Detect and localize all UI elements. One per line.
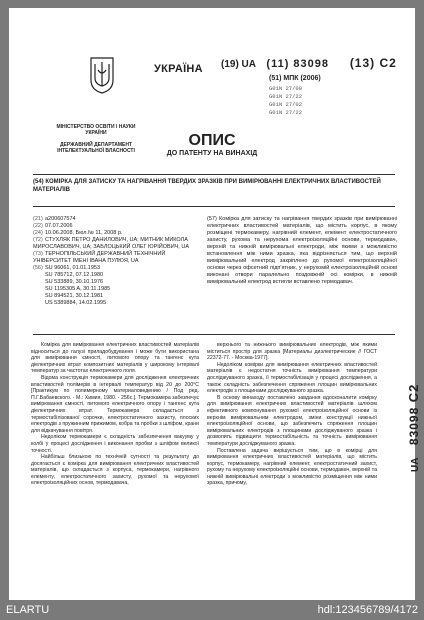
biblio-item: (73) ТЕРНОПІЛЬСЬКИЙ ДЕРЖАВНИЙ ТЕХНІЧНИЙ УНІВЕРСИТЕТ ІМЕНІ ІВАНА ПУЛЮЯ, UA: [33, 251, 166, 264]
divider: [33, 334, 395, 335]
viewer-footer: [0, 600, 424, 620]
stamp-kind: C2: [406, 383, 421, 403]
paragraph: Відома конструкція термокамери для дослідження електричних властивостей полімерів в інтервалі температур від 20 до 200°С [Практикум по полимерному материаловедению / Под ред. П.Г.Бабаевского. - М.: Химия, 1980. - 256с.]. Термокамера забезпечує вимірювання ємності, питомого електричного опору і тангенс кута діелектричних втрат. Термокамера складається з термостабілізованої сорочки, електростатичного захисту, плоских електродів з пружинним прижимом, кобра та пробки з шліфом, крани для відкачування повітря.: [31, 374, 199, 434]
paragraph: Недоліком комірки для вимірювання електричних властивостей матеріалів є недостатня точність вимірювання температури досліджуваного зразка, її термостабілізація у процесі дослідження, а також складність забезпечення спряження площин вимірювальних електродів з площинами досліджуваного зразка.: [207, 361, 377, 395]
bibliographic-data: [33, 216, 193, 307]
invention-title: (54) КОМІРКА ДЛЯ ЗАТИСКУ ТА НАГРІВАННЯ ТВЕРДИХ ЗРАЗКІВ ПРИ ВИМІРЮВАННІ ЕЛЕКТРИЧНИХ ВЛАСТИВОСТЕЙ МАТЕРІАЛІВ: [33, 179, 381, 193]
doc-prefix: (19) UA: [221, 59, 256, 70]
biblio-item: SU 785712, 07.12.1980: [45, 272, 104, 278]
stamp-number: 83098: [407, 406, 421, 446]
biblio-item: (24) 10.06.2008, Бюл.№ 11, 2008 р.: [33, 230, 123, 236]
ipc-code: G01N 27/22: [269, 109, 303, 116]
vertical-patent-stamp: [381, 308, 421, 478]
handle-link[interactable]: hdl:123456789/4172: [317, 604, 418, 616]
description-right-column: [207, 342, 377, 487]
country-name: УКРАЇНА: [154, 63, 203, 75]
divider: [33, 174, 395, 175]
ipc-code: G01N 27/02: [269, 101, 303, 108]
document-number-line: [221, 56, 397, 70]
stamp-prefix: UA: [410, 457, 421, 472]
description-left-column: [31, 342, 199, 487]
biblio-item: (21) a200607574: [33, 216, 76, 222]
ministry-name: МІНІСТЕРСТВО ОСВІТИ І НАУКИ УКРАЇНИ: [56, 124, 136, 136]
divider: [33, 206, 395, 207]
claim-text: (57) Комірка для затиску та нагрівання твердих зразків при вимірюванні електричних властивостей матеріалів, що містить корпус, в якому розміщені термокамеру, нагрівний елемент, елемент електростатичного захисту, рухома та нерухома електроізоляційні основи, термодавач, верхній та нижній вимірювальні електроди, між якими з можливістю встановлення між ними зразка, яка відрізняється тим, що верхній вимірювальний електрод закріплено до рухомої електроізоляційної основи через офсетний підп'ятник, у нерухомій електроізоляційній основі виконані отвори паралельно поздовжній осі комірки, в нижній вимірювальний електрод встигли вставлено термодавач.: [207, 216, 397, 285]
ipc-code: G01N 27/00: [269, 85, 303, 92]
biblio-item: SU 533889, 30.10.1976: [45, 279, 104, 285]
paragraph: Недоліком термокамери є складність забезпечення вакууму у колбі у процесі дослідження і виконання пробки з шліфом великої точності.: [31, 434, 199, 454]
biblio-item: (22) 07.07.2006: [33, 223, 73, 229]
paragraph: Комірка для вимірювання електричних властивостей матеріалів відноситься до галузі приладобудування і може бути використана для вимірювання ємності, питомого опору та тангенс кута діелектричних втрат композитних матеріалів у широкому інтервалі температур за частотах електричного поля.: [31, 342, 199, 375]
biblio-item: SU 894521, 30.12.1981: [45, 293, 104, 299]
paragraph: Поставлена задача вирішується тим, що в комірці для вимірювання електричних властивостей матеріалів, що містить корпус, термокамеру, нагрівний елемент, електростатичний захист, рухому та нерухому електроізоляційні основи, термодавач, верхній та нижній вимірювальні електроди з можливістю розміщення між ними зразка, причому,: [207, 447, 377, 487]
patent-page: [9, 8, 421, 600]
paragraph: В основу винаходу поставлено завдання вдосконалити комірку для вимірювання електричних властивостей матеріалів шляхом ефективного компонування рухомої електроізоляційної основи із верхнім вимірювальним електродом, зміни конструкції нижньої електроізоляційної основи, що забезпечить спряження площин вимірювальних електродів з площинами досліджуваного зразка і дозволить підвищити термостабільність та точність вимірювання температури досліджуваного зразка.: [207, 394, 377, 447]
ipc-code: G01N 27/22: [269, 93, 303, 100]
doc-number: (11) 83098: [266, 58, 330, 70]
ipc-codes: [269, 85, 302, 117]
paragraph: верхнього та нижнього вимірювальних електродів, між якими міститься простір для зразка [Материалы диэлектрические // ГОСТ 22372-77. - Москва-1977].: [207, 342, 377, 362]
biblio-item: SU 1195305 A, 30.11.1985: [45, 286, 111, 292]
document-subtitle: ДО ПАТЕНТУ НА ВИНАХІД: [166, 150, 258, 157]
biblio-item: (72) СТУХЛЯК ПЕТРО ДАНИЛОВИЧ, UA; МИТНИК МИКОЛА МИРОСЛАВОВИЧ, UA; ЗАБЛОЦЬКИЙ ОЛЕГ ЮРІЙОВИЧ, UA: [33, 237, 190, 250]
biblio-item: US 5389884, 14.02.1995: [45, 300, 107, 306]
department-name: ДЕРЖАВНИЙ ДЕПАРТАМЕНТ ІНТЕЛЕКТУАЛЬНОЇ ВЛАСНОСТІ: [57, 142, 135, 154]
trident-coat-of-arms-icon: [89, 56, 115, 94]
paragraph: Найбільш близькою по технічній сутності та результату до досягається є комірка для вимірювання електричних властивостей матеріалів, що складається з корпуса, термокамери, нагрівного елементу, електростатичного захисту, рухомої та нерухомої електроізоляційних основ, термодавача,: [31, 454, 199, 487]
doc-kind: (13) C2: [349, 56, 397, 70]
biblio-item: (56) SU 96061, 01.01.1953: [33, 265, 101, 271]
document-title: ОПИС: [188, 132, 236, 149]
repository-name: ELARTU: [6, 604, 50, 616]
mpk-label: (51) МПК (2006): [269, 75, 321, 82]
